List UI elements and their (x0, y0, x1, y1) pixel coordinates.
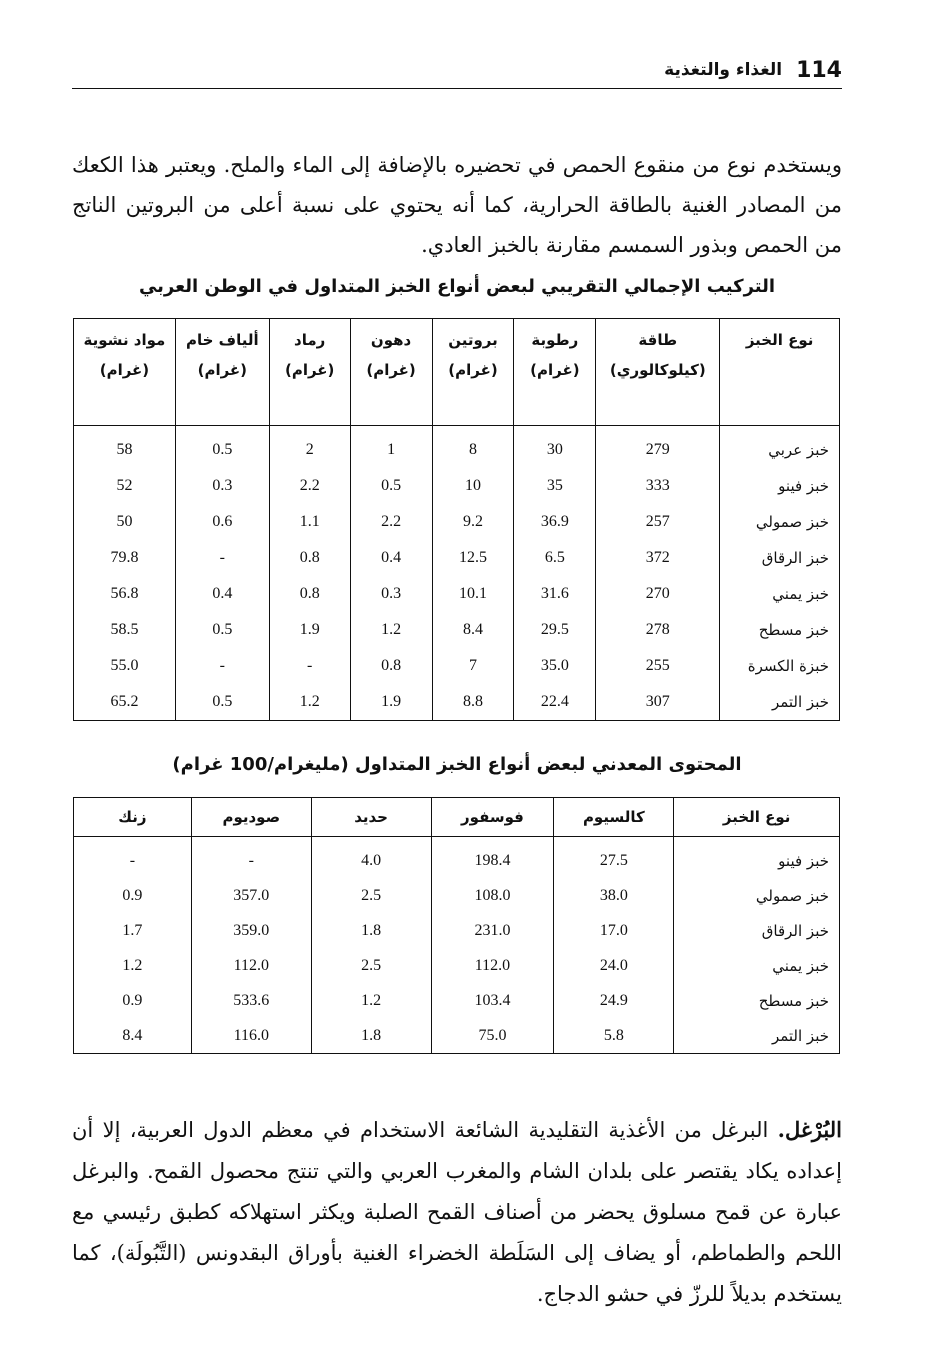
value-cell: 1.2 (269, 684, 350, 721)
value-cell: 270 (596, 576, 720, 612)
value-cell: 8.8 (432, 684, 514, 721)
value-cell: 0.6 (175, 504, 269, 540)
value-cell: 231.0 (431, 913, 554, 948)
value-cell: 0.8 (269, 576, 350, 612)
bulgur-paragraph (72, 1109, 842, 1315)
value-cell: 17.0 (554, 913, 674, 948)
table-row (74, 468, 840, 504)
value-cell: 12.5 (432, 540, 514, 576)
value-cell: 10 (432, 468, 514, 504)
table1-title: التركيب الإجمالي التقريبي لبعض أنواع الخبز المتداول في الوطن العربي (138, 276, 776, 297)
table-row (74, 648, 840, 684)
value-cell: 0.4 (175, 576, 269, 612)
bread-type-cell: خبز صمولي (720, 504, 840, 540)
bread-type-cell: خبزة الكسرة (720, 648, 840, 684)
table-row (74, 1018, 840, 1054)
page-number: 114 (796, 57, 842, 83)
table-row (74, 504, 840, 540)
value-cell: - (175, 540, 269, 576)
table-row (74, 540, 840, 576)
value-cell: 1.9 (350, 684, 432, 721)
value-cell: 10.1 (432, 576, 514, 612)
value-cell: 1.8 (311, 913, 431, 948)
value-cell: 1.7 (74, 913, 192, 948)
bread-type-cell: خبز الرقاق (720, 540, 840, 576)
bread-type-cell: خبز يمني (720, 576, 840, 612)
table-row (74, 878, 840, 913)
value-cell: 0.9 (74, 983, 192, 1018)
table-row (74, 684, 840, 721)
table2-title: المحتوى المعدني لبعض أنواع الخبز المتداول (مليغرام/100 غرام) (172, 754, 742, 775)
bulgur-text: البرغل من الأغذية التقليدية الشائعة الاستخدام في معظم الدول العربية، إلا أن إعداده يكاد يقتصر على بلدان الشام والمغرب العربي والتي تنتج محصول القمح. والبرغل عبارة عن قمح مسلوق يحضر من أصناف القمح الصلبة ويكثر استهلاكه كطبق رئيسي مع اللحم والطماطم، أو يضاف إلى السَلَطة الخضراء الغنية بأوراق البقدونس (التَّبُولَة)، كما يستخدم بديلاً للرزّ في حشو الدجاج. (72, 1118, 842, 1306)
bread-type-cell: خبز صمولي (674, 878, 840, 913)
value-cell: 6.5 (514, 540, 596, 576)
table-row (74, 576, 840, 612)
value-cell: 24.0 (554, 948, 674, 983)
intro-paragraph: ويستخدم نوع من منقوع الحمص في تحضيره بالإضافة إلى الماء والملح. ويعتبر هذا الكعك من المصادر الغنية بالطاقة الحرارية، كما أنه يحتوي على نسبة أعلى من البروتين الناتج من الحمص وبذور السمسم مقارنة بالخبز العادي. (72, 153, 842, 257)
table-row (74, 948, 840, 983)
value-cell: 58 (74, 426, 176, 469)
table1-header: رطوبة (غرام) (514, 319, 596, 426)
value-cell: 5.8 (554, 1018, 674, 1054)
value-cell: 372 (596, 540, 720, 576)
value-cell: 108.0 (431, 878, 554, 913)
table2-header: فوسفور (431, 798, 554, 837)
bread-type-cell: خبز التمر (720, 684, 840, 721)
table1-header: مواد نشوية (غرام) (74, 319, 176, 426)
value-cell: 75.0 (431, 1018, 554, 1054)
value-cell: 0.5 (175, 426, 269, 469)
value-cell: 8 (432, 426, 514, 469)
value-cell: 533.6 (191, 983, 311, 1018)
table1-header: دهون (غرام) (350, 319, 432, 426)
value-cell: 255 (596, 648, 720, 684)
value-cell: 1 (350, 426, 432, 469)
value-cell: 7 (432, 648, 514, 684)
value-cell: 1.8 (311, 1018, 431, 1054)
table-row (74, 612, 840, 648)
value-cell: 31.6 (514, 576, 596, 612)
value-cell: 36.9 (514, 504, 596, 540)
value-cell: 0.3 (350, 576, 432, 612)
bread-type-cell: خبز يمني (674, 948, 840, 983)
table-row (74, 913, 840, 948)
value-cell: 50 (74, 504, 176, 540)
value-cell: 2.5 (311, 878, 431, 913)
value-cell: 2 (269, 426, 350, 469)
value-cell: 2.2 (269, 468, 350, 504)
value-cell: 1.2 (350, 612, 432, 648)
value-cell: 357.0 (191, 878, 311, 913)
table1-header: طاقة (كيلوكالوري) (596, 319, 720, 426)
value-cell: 112.0 (431, 948, 554, 983)
value-cell: - (191, 837, 311, 879)
value-cell: 35.0 (514, 648, 596, 684)
table-row (74, 983, 840, 1018)
value-cell: 0.8 (350, 648, 432, 684)
value-cell: 8.4 (74, 1018, 192, 1054)
bread-type-cell: خبز فينو (674, 837, 840, 879)
value-cell: 1.2 (311, 983, 431, 1018)
value-cell: 8.4 (432, 612, 514, 648)
value-cell: 0.9 (74, 878, 192, 913)
value-cell: 1.9 (269, 612, 350, 648)
value-cell: 103.4 (431, 983, 554, 1018)
table1-header: رماد (غرام) (269, 319, 350, 426)
value-cell: - (74, 837, 192, 879)
value-cell: 279 (596, 426, 720, 469)
value-cell: 112.0 (191, 948, 311, 983)
value-cell: 0.5 (350, 468, 432, 504)
value-cell: 1.2 (74, 948, 192, 983)
table2-header: صوديوم (191, 798, 311, 837)
value-cell: 198.4 (431, 837, 554, 879)
value-cell: 278 (596, 612, 720, 648)
value-cell: 65.2 (74, 684, 176, 721)
bread-type-cell: خبز فينو (720, 468, 840, 504)
value-cell: 2.2 (350, 504, 432, 540)
value-cell: 359.0 (191, 913, 311, 948)
value-cell: 38.0 (554, 878, 674, 913)
table-row (74, 837, 840, 879)
bread-type-cell: خبز مسطح (674, 983, 840, 1018)
value-cell: 0.3 (175, 468, 269, 504)
value-cell: 0.5 (175, 684, 269, 721)
value-cell: 257 (596, 504, 720, 540)
bread-composition-table (73, 318, 840, 721)
chapter-title: الغذاء والتغذية (664, 60, 783, 80)
value-cell: - (175, 648, 269, 684)
value-cell: 116.0 (191, 1018, 311, 1054)
value-cell: 30 (514, 426, 596, 469)
value-cell: 0.8 (269, 540, 350, 576)
value-cell: 0.4 (350, 540, 432, 576)
value-cell: 1.1 (269, 504, 350, 540)
value-cell: 79.8 (74, 540, 176, 576)
bulgur-heading: البُرْغل. (777, 1117, 842, 1142)
table2-header-row (74, 798, 840, 837)
value-cell: 9.2 (432, 504, 514, 540)
value-cell: - (269, 648, 350, 684)
table1-header: بروتين (غرام) (432, 319, 514, 426)
table1-header: ألياف خام (غرام) (175, 319, 269, 426)
bread-minerals-table (73, 797, 840, 1054)
table-row (74, 426, 840, 469)
running-head (72, 52, 842, 89)
value-cell: 24.9 (554, 983, 674, 1018)
bread-type-cell: خبز عربي (720, 426, 840, 469)
value-cell: 27.5 (554, 837, 674, 879)
value-cell: 55.0 (74, 648, 176, 684)
value-cell: 307 (596, 684, 720, 721)
bread-type-cell: خبز مسطح (720, 612, 840, 648)
table2-header: كالسيوم (554, 798, 674, 837)
table1-header: نوع الخبز (720, 319, 840, 426)
value-cell: 29.5 (514, 612, 596, 648)
value-cell: 56.8 (74, 576, 176, 612)
value-cell: 35 (514, 468, 596, 504)
table2-header: نوع الخبز (674, 798, 840, 837)
value-cell: 52 (74, 468, 176, 504)
value-cell: 22.4 (514, 684, 596, 721)
table1-header-row (74, 319, 840, 426)
table2-header: حديد (311, 798, 431, 837)
bread-type-cell: خبز التمر (674, 1018, 840, 1054)
value-cell: 2.5 (311, 948, 431, 983)
value-cell: 333 (596, 468, 720, 504)
value-cell: 0.5 (175, 612, 269, 648)
bread-type-cell: خبز الرقاق (674, 913, 840, 948)
value-cell: 58.5 (74, 612, 176, 648)
value-cell: 4.0 (311, 837, 431, 879)
table2-header: زنك (74, 798, 192, 837)
